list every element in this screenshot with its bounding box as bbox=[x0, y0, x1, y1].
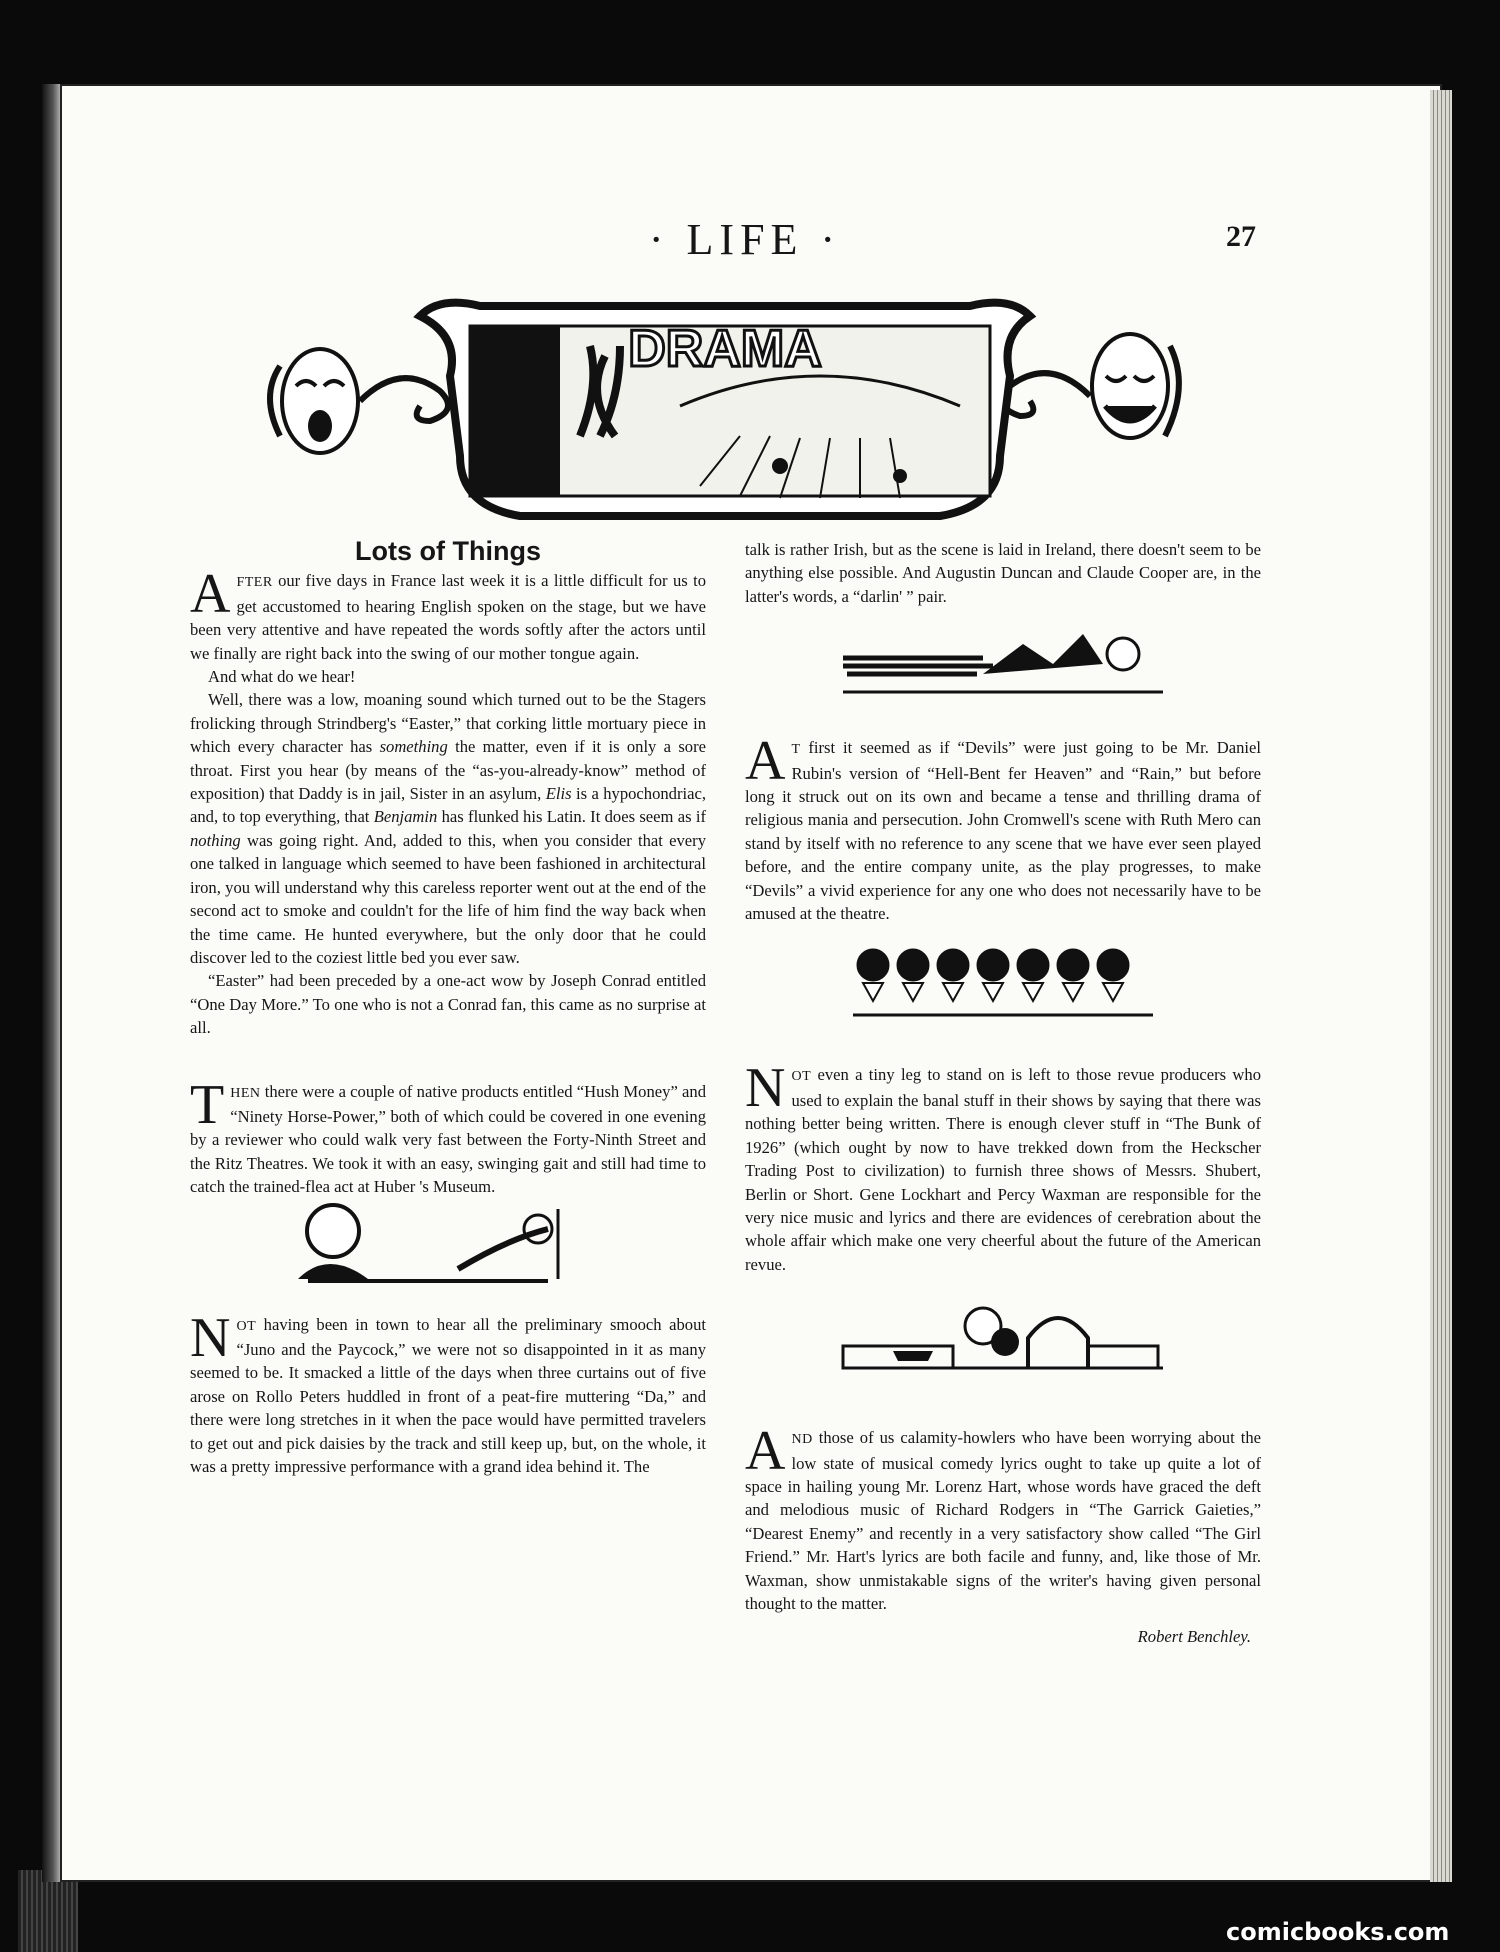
paragraph-text: our five days in France last week it is a little difficult for us to get accustomed to hearing English spoken on the stage, but we have been very attentive and have repeated the words softly after the actors until we finally are right back into the swing of our mother tongue again. bbox=[190, 571, 706, 663]
italic-text: Benjamin bbox=[373, 807, 438, 827]
spacer bbox=[745, 696, 1261, 736]
drop-cap: A bbox=[745, 730, 786, 793]
author-signature: Robert Benchley. bbox=[1137, 1627, 1251, 1647]
italic-text: Elis bbox=[545, 784, 572, 804]
drama-banner-illustration bbox=[260, 286, 1190, 526]
fiddler-illustration bbox=[238, 1199, 658, 1291]
race-illustration bbox=[833, 624, 1173, 696]
paragraph-text: those of us calamity-howlers who have been worrying about the low state of musical comedy lyrics ought to take up quite a lot of space in hailing young Mr. Lorenz Hart, whose words have graced the deft and melodious music of Richard Rodgers in “The Garrick Gaieties,” “Dearest Enemy” and recently in a very satisfactory show called “The Girl Friend.” Mr. Hart's lyrics are both facile and funny, and, like those of Mr. Waxman, show unmistakable signs of the writer's having given personal thought to the matter. bbox=[745, 1428, 1261, 1613]
italic-text: something bbox=[379, 737, 448, 757]
banner-label: DRAMA bbox=[628, 320, 822, 378]
paragraph bbox=[190, 563, 706, 665]
small-caps: T bbox=[791, 742, 801, 758]
tragedy-mask-icon bbox=[270, 349, 358, 453]
page-stack-edge bbox=[1430, 90, 1452, 1882]
binding-edge bbox=[18, 1870, 78, 1952]
text-run: the matter, even if it is only a sore throat. First you hear (by means of the “as-you-already-know” method of exposition) that Daddy is in jail, Sister in an asylum, bbox=[190, 737, 706, 804]
small-caps: FTER bbox=[236, 575, 273, 591]
paragraph bbox=[745, 1057, 1261, 1276]
italic-text: nothing bbox=[190, 830, 241, 850]
spacer bbox=[190, 1040, 706, 1080]
right-column bbox=[745, 538, 1261, 1649]
left-column bbox=[190, 536, 706, 1478]
masthead: · LIFE · bbox=[648, 215, 842, 264]
bench-couple-illustration bbox=[833, 1296, 1173, 1386]
paragraph-text: having been in town to hear all the preliminary smooch about “Juno and the Paycock,” we were not so disappointed in it as many seemed to be. It smacked a little of the days when three curtains out of five arose on Rollo Peters huddled in front of a peat-fire muttering “Da,” and there were long stretches in it when the pace would have permitted travelers to get out and pick daisies by the track and still keep up, but, on the whole, it was a pretty impressive performance with a grand idea behind it. The bbox=[190, 1314, 706, 1476]
paragraph bbox=[745, 1420, 1261, 1615]
drop-cap: N bbox=[190, 1306, 231, 1369]
article-title: Lots of Things bbox=[355, 536, 541, 566]
spacer bbox=[190, 1291, 706, 1313]
paragraph bbox=[190, 1306, 706, 1479]
drop-cap: A bbox=[190, 563, 231, 626]
paragraph-text: first it seemed as if “Devils” were just going to be Mr. Daniel Rubin's version of “Hell-Bent fer Heaven” and “Rain,” but before long it struck out on its own and became a tense and thrilling drama of religious mania and persecution. John Cromwell's scene with Ruth Mero can stand by itself with no reference to any scene that we have ever seen played before, and the entire company unite, as the play progresses, to make “Devils” a vivid experience for any one who does not necessarily have to be amused at the theatre. bbox=[745, 738, 1261, 924]
page-number: 27 bbox=[1226, 220, 1256, 253]
spacer bbox=[745, 1386, 1261, 1426]
small-caps: OT bbox=[236, 1318, 257, 1334]
paragraph: talk is rather Irish, but as the scene is laid in Ireland, there doesn't seem to be anything else possible. And Augustin Duncan and Claude Cooper are, in the latter's words, a “darlin' ” pair. bbox=[745, 540, 1261, 606]
paragraph: And what do we hear! bbox=[208, 667, 356, 687]
paragraph bbox=[190, 1073, 706, 1199]
paragraph bbox=[190, 688, 706, 969]
text-run: has flunked his Latin. It does seem as if bbox=[437, 807, 706, 827]
comedy-mask-icon bbox=[1092, 334, 1179, 438]
drop-cap: A bbox=[745, 1420, 786, 1483]
drop-cap: N bbox=[745, 1057, 786, 1120]
paragraph-text: even a tiny leg to stand on is left to those revue producers who used to explain the banal stuff in their shows by saying that there was nothing better being written. There is enough clever stuff in “The Bunk of 1926” (which ought by now to have trekked down from the Heckscher Trading Post to civilization) to furnish three shows of Messrs. Shubert, Berlin or Short. Gene Lockhart and Percy Waxman are responsible for the very nice music and lyrics and there are evidences of cerebration about the whole affair which make one very cheerful about the future of the American revue. bbox=[745, 1065, 1261, 1274]
spacer bbox=[745, 1023, 1261, 1063]
text-run: was going right. And, added to this, when you consider that every one talked in language which seemed to have been fashioned in architectural iron, you will understand why this careless reporter went out at the end of the second act to smoke and couldn't for the life of him find the way back when the time came. He hunted everywhere, but the only door that he could discover led to the coziest little bed you ever saw. bbox=[190, 830, 706, 967]
paragraph bbox=[745, 730, 1261, 925]
paragraph-text: there were a couple of native products entitled “Hush Money” and “Ninety Horse-Power,” both of which could be covered in one evening by a reviewer who could walk very fast between the Forty-Ninth Street and the Ritz Theatres. We took it with an easy, swinging gait and still had time to catch the trained-flea act at Huber 's Museum. bbox=[190, 1081, 706, 1197]
paragraph: “Easter” had been preceded by a one-act wow by Joseph Conrad entitled “One Day More.” To one who is not a Conrad fan, this came as no surprise at all. bbox=[190, 971, 706, 1038]
small-caps: HEN bbox=[230, 1085, 261, 1101]
text-run: Well, there was a low, moaning sound which turned out to be the Stagers frolicking through Strindberg's “Easter,” that corking little mortuary piece in which every character has bbox=[190, 690, 706, 757]
chorus-line-illustration bbox=[843, 943, 1163, 1023]
small-caps: ND bbox=[791, 1432, 813, 1448]
drop-cap: T bbox=[190, 1073, 225, 1136]
small-caps: OT bbox=[791, 1069, 812, 1085]
site-watermark: comicbooks.com bbox=[1226, 1918, 1450, 1946]
text-run: is a hypochondriac, and, to top everything, that bbox=[190, 784, 706, 827]
